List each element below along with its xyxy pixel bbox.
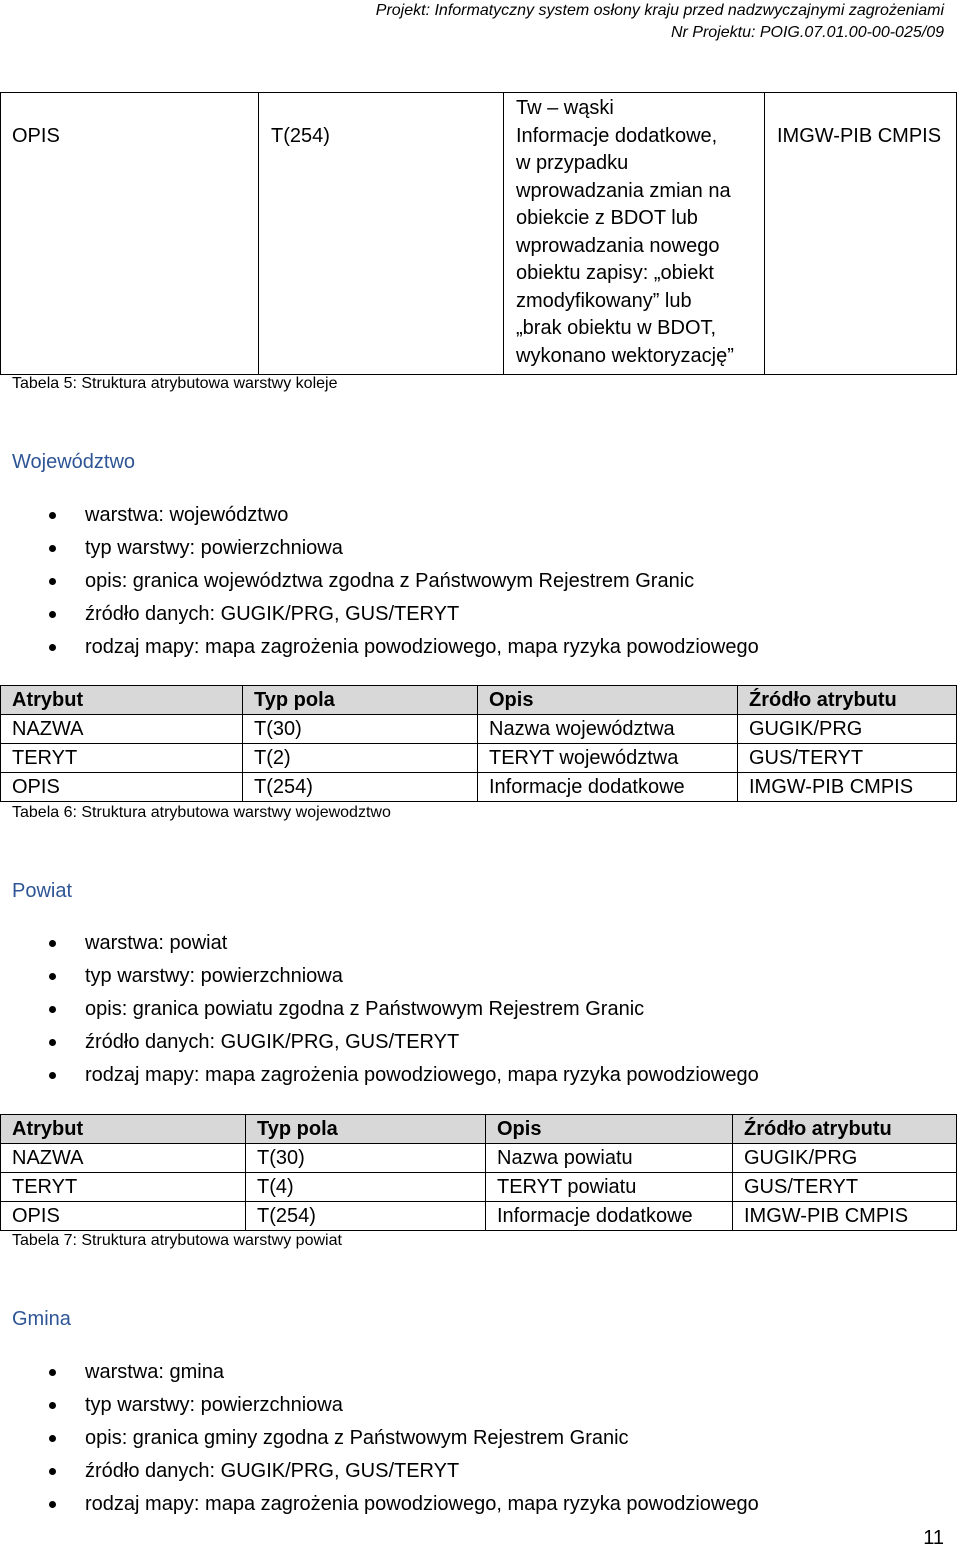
bullet-list	[0, 927, 759, 1092]
list-item: typ warstwy: powierzchniowa	[0, 532, 759, 565]
list-item: źródło danych: GUGIK/PRG, GUS/TERYT	[0, 1455, 759, 1488]
opis-line: „brak obiektu w BDOT,	[516, 317, 717, 339]
list-item: warstwa: województwo	[0, 499, 759, 532]
list-item: rodzaj mapy: mapa zagrożenia powodziowego, mapa ryzyka powodziowego	[0, 631, 759, 664]
opis-line: obiektu zapisy: „obiekt	[516, 262, 714, 284]
section-title-wojewodztwo: Województwo	[12, 451, 136, 473]
table-header-row	[1, 686, 957, 715]
table-row	[1, 744, 957, 773]
table-cell: T(254)	[246, 1202, 486, 1231]
page-number: 11	[923, 1527, 944, 1549]
list-item: typ warstwy: powierzchniowa	[0, 960, 759, 993]
column-header: Atrybut	[1, 1115, 246, 1144]
column-header: Typ pola	[243, 686, 478, 715]
table-row	[1, 773, 957, 802]
column-header: Atrybut	[1, 686, 243, 715]
table-cell: T(4)	[246, 1173, 486, 1202]
table-cell-opis	[504, 93, 765, 375]
table-cell: Nazwa województwa	[478, 715, 738, 744]
powiat-attribute-table	[0, 1114, 957, 1231]
table-cell: IMGW-PIB CMPIS	[738, 773, 957, 802]
table-caption: Tabela 7: Struktura atrybutowa warstwy powiat	[12, 1232, 342, 1249]
table-cell: NAZWA	[1, 715, 243, 744]
column-header: Źródło atrybutu	[733, 1115, 957, 1144]
list-item: warstwa: powiat	[0, 927, 759, 960]
table-cell: OPIS	[1, 1202, 246, 1231]
table-row	[1, 93, 957, 375]
wojewodztwo-attribute-table	[0, 685, 957, 802]
table-cell: T(254)	[243, 773, 478, 802]
list-item: opis: granica powiatu zgodna z Państwowym Rejestrem Granic	[0, 993, 759, 1026]
column-header: Opis	[478, 686, 738, 715]
table-cell: GUS/TERYT	[738, 744, 957, 773]
table-cell: TERYT	[1, 1173, 246, 1202]
table-row	[1, 1202, 957, 1231]
column-header: Opis	[486, 1115, 733, 1144]
opis-line: wykonano wektoryzację”	[516, 344, 734, 367]
bullet-list	[0, 1356, 759, 1521]
table-cell: GUGIK/PRG	[738, 715, 957, 744]
table-cell: OPIS	[1, 773, 243, 802]
table-cell: OPIS	[1, 93, 259, 375]
opis-line: wprowadzania nowego	[516, 234, 720, 257]
opis-line: obiekcie z BDOT lub	[516, 207, 698, 229]
opis-line: w przypadku	[516, 152, 629, 174]
list-item: źródło danych: GUGIK/PRG, GUS/TERYT	[0, 1026, 759, 1059]
table-header-row	[1, 1115, 957, 1144]
opis-line: Tw – wąski	[516, 97, 614, 119]
table-cell: IMGW-PIB CMPIS	[765, 93, 957, 375]
table-cell: T(2)	[243, 744, 478, 773]
table-cell: TERYT	[1, 744, 243, 773]
table-cell: TERYT województwa	[478, 744, 738, 773]
table-cell: T(254)	[259, 93, 504, 375]
bullet-list	[0, 499, 759, 664]
opis-line: wprowadzania zmian na	[516, 179, 731, 202]
table-caption: Tabela 6: Struktura atrybutowa warstwy wojewodztwo	[12, 804, 391, 821]
table-row	[1, 715, 957, 744]
koleje-attribute-table	[0, 92, 957, 375]
column-header: Typ pola	[246, 1115, 486, 1144]
table-cell: T(30)	[243, 715, 478, 744]
list-item: rodzaj mapy: mapa zagrożenia powodziowego, mapa ryzyka powodziowego	[0, 1488, 759, 1521]
section-title-gmina: Gmina	[12, 1308, 71, 1330]
table-cell: GUS/TERYT	[733, 1173, 957, 1202]
table-cell: T(30)	[246, 1144, 486, 1173]
list-item: warstwa: gmina	[0, 1356, 759, 1389]
table-cell: TERYT powiatu	[486, 1173, 733, 1202]
project-number: Nr Projektu: POIG.07.01.00-00-025/09	[670, 24, 944, 41]
table-cell: IMGW-PIB CMPIS	[733, 1202, 957, 1231]
opis-line: zmodyfikowany” lub	[516, 289, 692, 312]
table-row	[1, 1173, 957, 1202]
list-item: opis: granica gminy zgodna z Państwowym Rejestrem Granic	[0, 1422, 759, 1455]
table-cell: NAZWA	[1, 1144, 246, 1173]
opis-line: Informacje dodatkowe,	[516, 124, 718, 147]
list-item: opis: granica województwa zgodna z Państwowym Rejestrem Granic	[0, 565, 759, 598]
list-item: rodzaj mapy: mapa zagrożenia powodziowego, mapa ryzyka powodziowego	[0, 1059, 759, 1092]
page-header	[376, 0, 944, 44]
table-cell: Informacje dodatkowe	[478, 773, 738, 802]
table-cell: Nazwa powiatu	[486, 1144, 733, 1173]
column-header: Źródło atrybutu	[738, 686, 957, 715]
table-row	[1, 1144, 957, 1173]
list-item: typ warstwy: powierzchniowa	[0, 1389, 759, 1422]
project-title: Projekt: Informatyczny system osłony kraju przed nadzwyczajnymi zagrożeniami	[375, 2, 944, 19]
table-cell: Informacje dodatkowe	[486, 1202, 733, 1231]
table-caption: Tabela 5: Struktura atrybutowa warstwy koleje	[12, 375, 338, 392]
section-title-powiat: Powiat	[12, 880, 73, 902]
list-item: źródło danych: GUGIK/PRG, GUS/TERYT	[0, 598, 759, 631]
table-cell: GUGIK/PRG	[733, 1144, 957, 1173]
